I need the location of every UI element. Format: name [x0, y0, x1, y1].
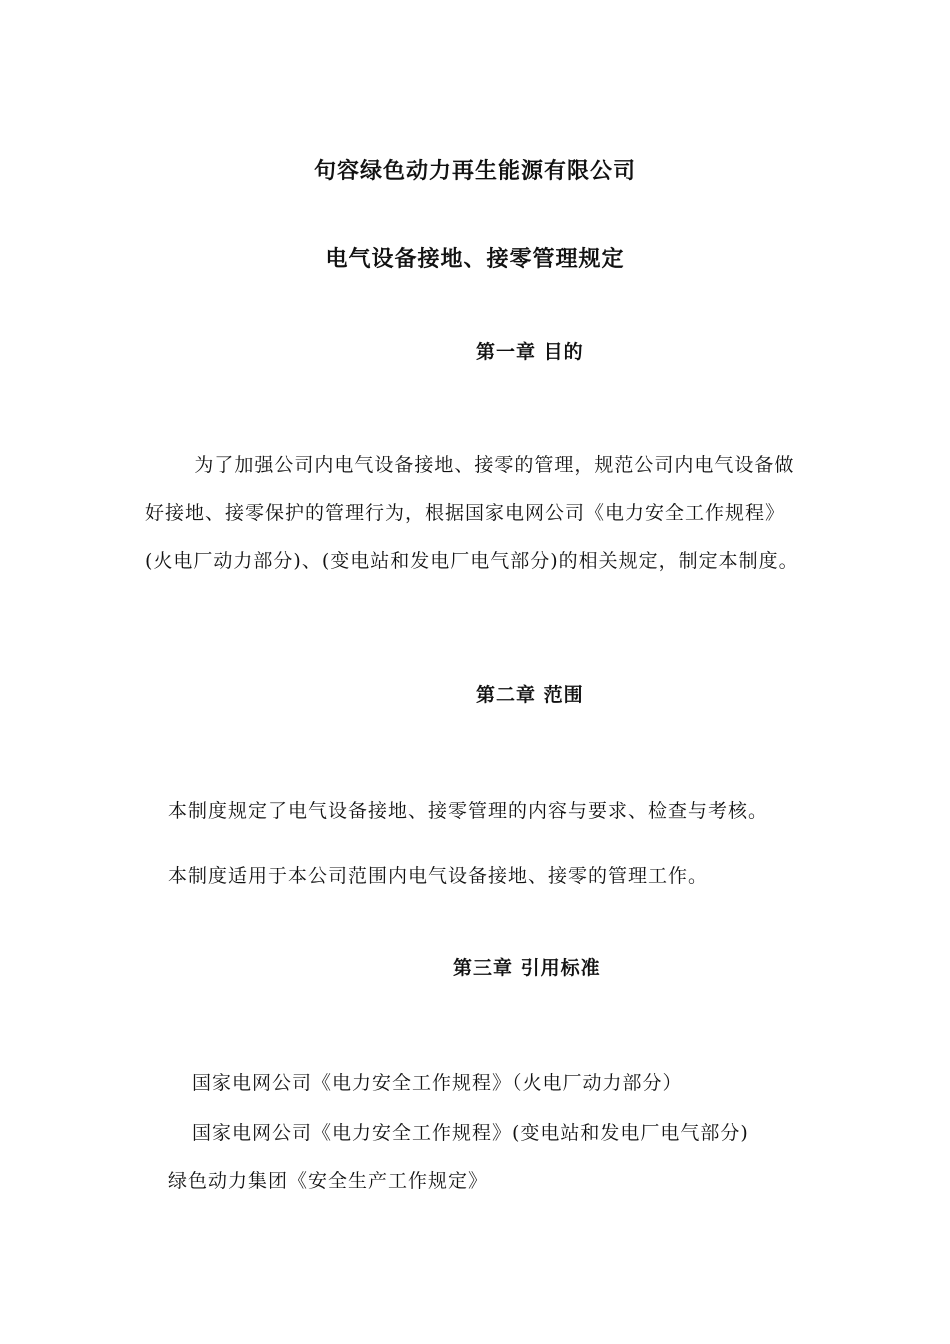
- company-name: 句容绿色动力再生能源有限公司: [313, 158, 636, 184]
- reference-standard-2: 国家电网公司《电力安全工作规程》(变电站和发电厂电气部分): [192, 1122, 749, 1144]
- chapter-3-heading: 第三章 引用标准: [453, 957, 601, 979]
- reference-standard-1: 国家电网公司《电力安全工作规程》（火电厂动力部分）: [192, 1072, 683, 1094]
- chapter-1-heading: 第一章 目的: [476, 341, 584, 363]
- chapter-2-heading: 第二章 范围: [476, 684, 584, 706]
- reference-standard-3: 绿色动力集团《安全生产工作规定》: [168, 1170, 489, 1192]
- chapter-2-line-2: 本制度适用于本公司范围内电气设备接地、接零的管理工作。: [168, 865, 709, 887]
- chapter-1-paragraph: 为了加强公司内电气设备接地、接零的管理，规范公司内电气设备做好接地、接零保护的管理行为，根据国家电网公司《电力安全工作规程》(火电厂动力部分)、(变电站和发电厂电气部分)的相关规定，制定本制度。: [145, 454, 799, 572]
- chapter-2-line-1: 本制度规定了电气设备接地、接零管理的内容与要求、检查与考核。: [168, 800, 769, 822]
- document-title: 电气设备接地、接零管理规定: [325, 246, 625, 272]
